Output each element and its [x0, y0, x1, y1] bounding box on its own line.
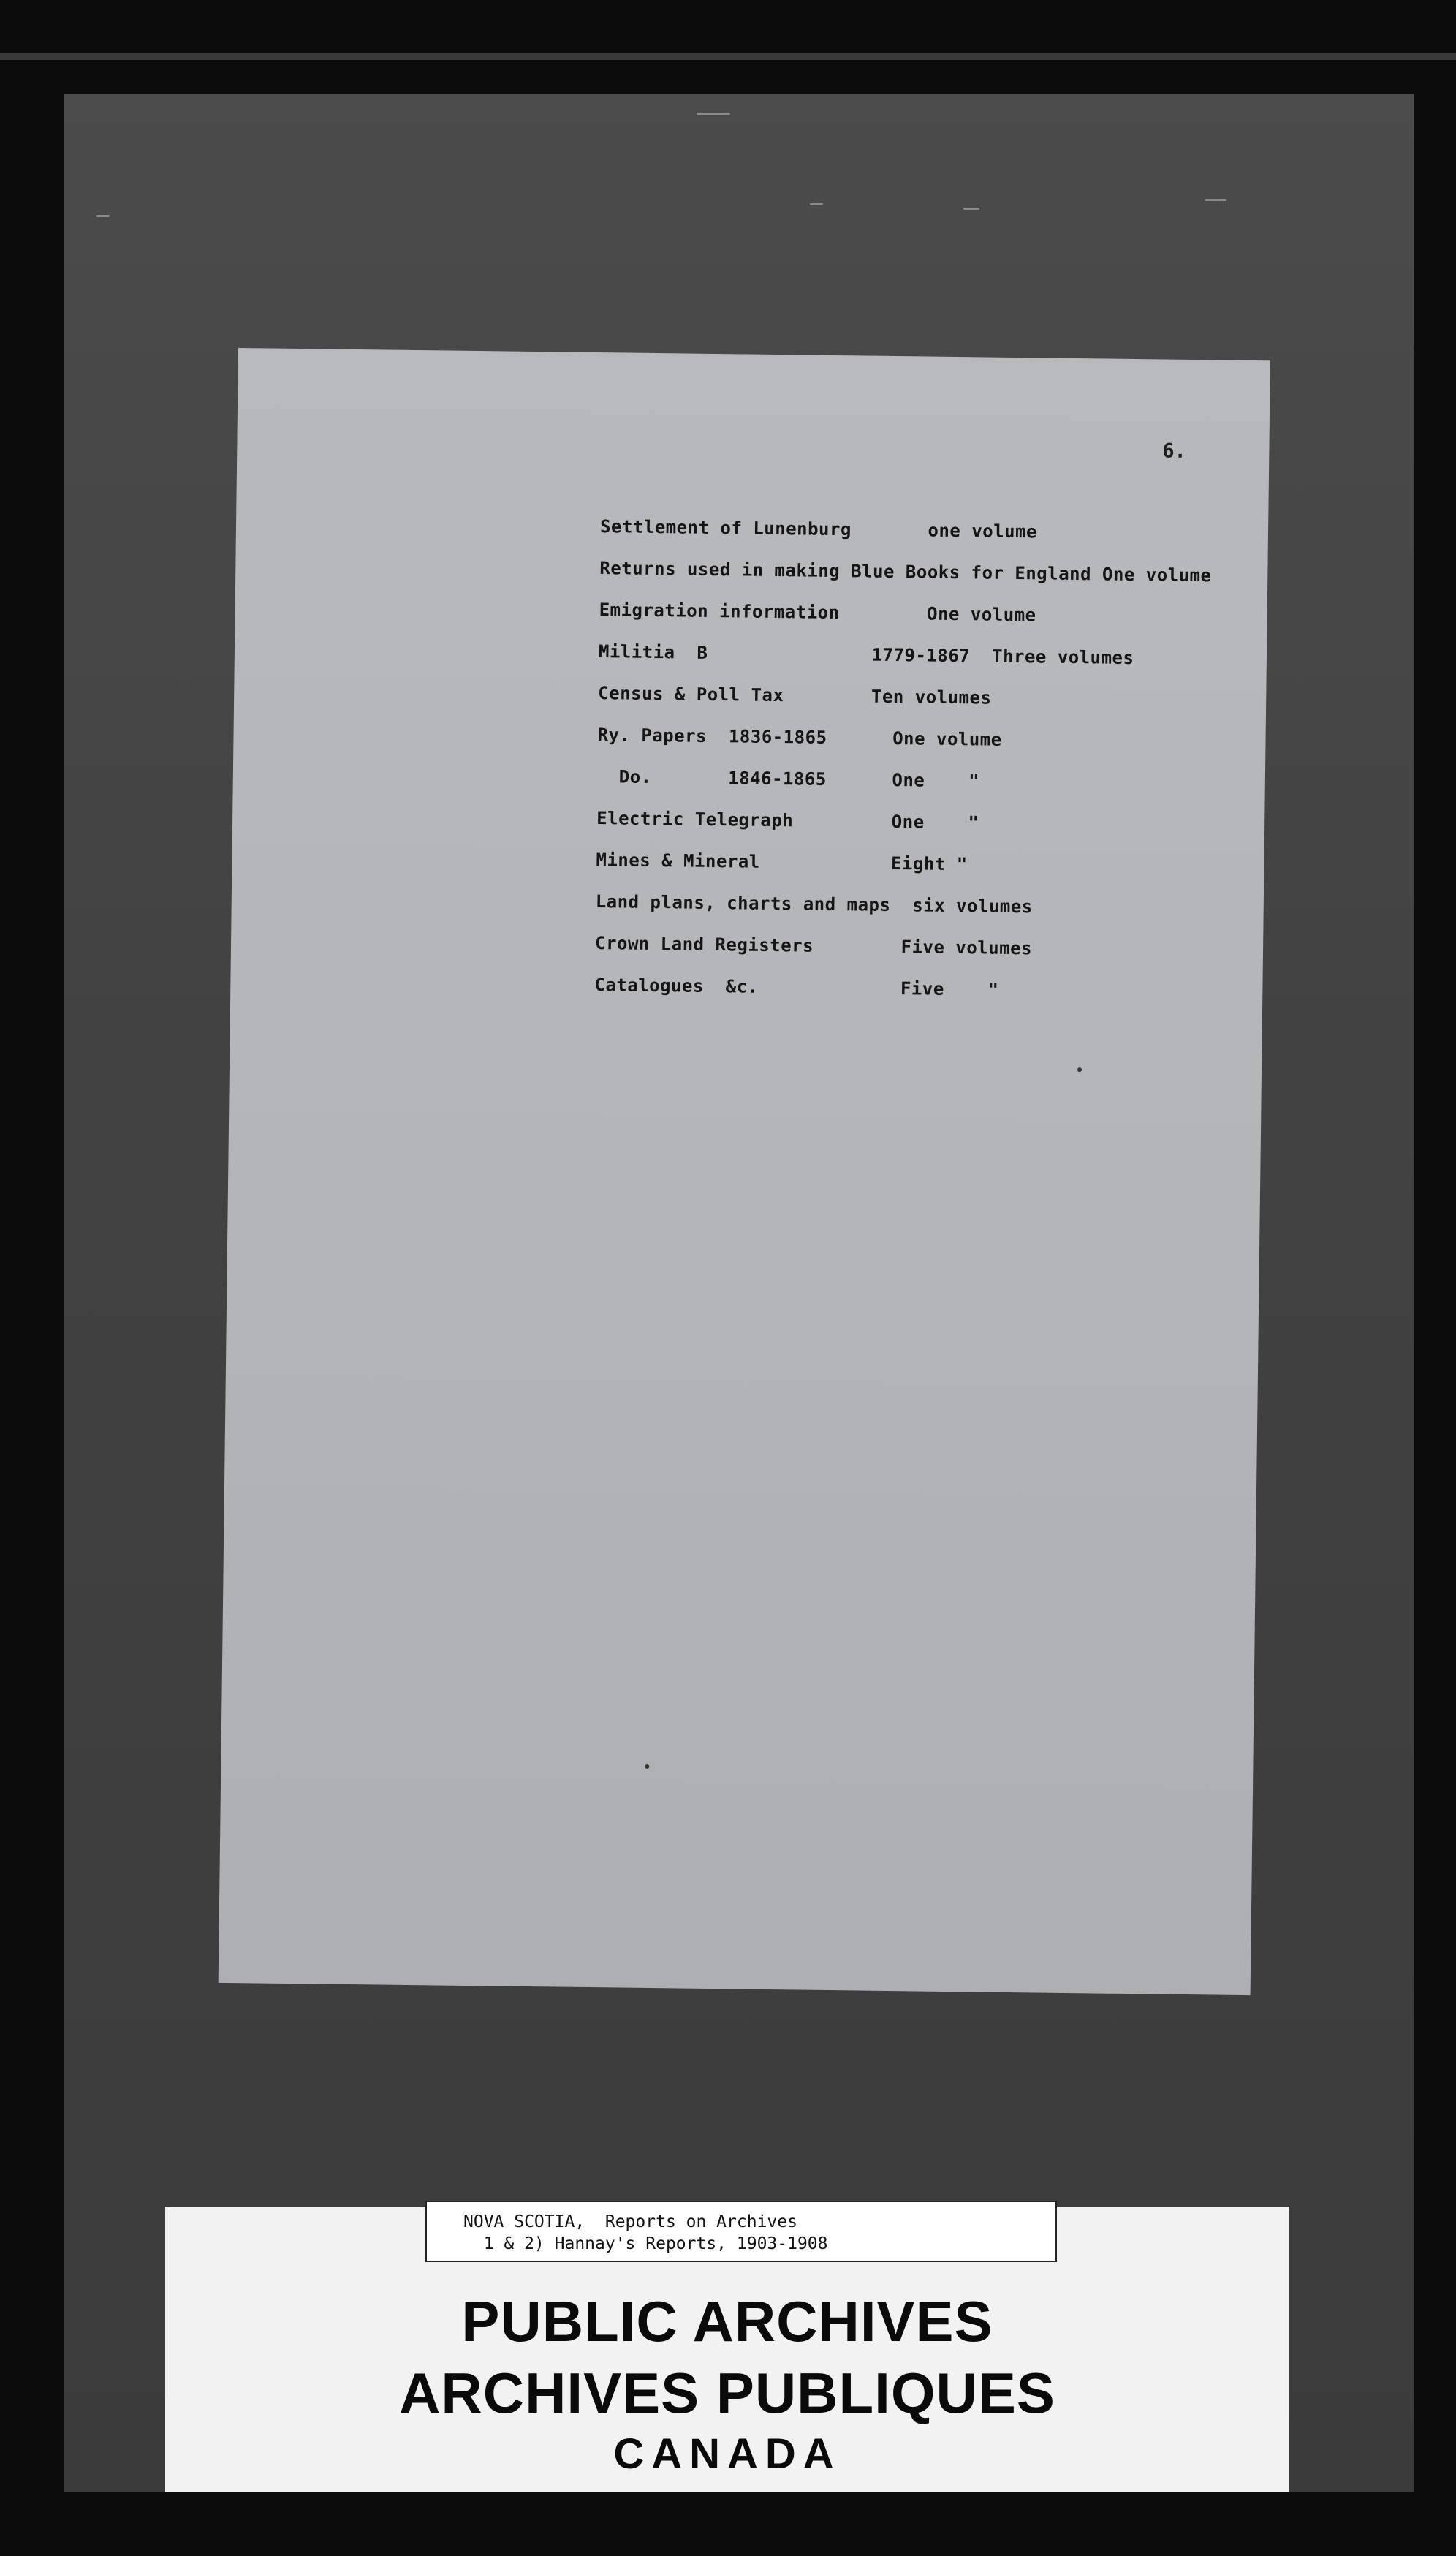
entry-line: Land plans, charts and maps six volumes [595, 891, 1033, 918]
entry-line: Ry. Papers 1836-1865 One volume [597, 725, 1002, 750]
entry-line: Emigration information One volume [599, 600, 1036, 626]
paper-speck [1077, 1067, 1082, 1072]
board-speck [1205, 199, 1226, 201]
entry-line: Electric Telegraph One " [596, 808, 979, 833]
paper-speck [645, 1764, 649, 1769]
entry-line: Do. 1846-1865 One " [596, 766, 980, 792]
board-speck [963, 208, 979, 210]
board-speck [96, 215, 110, 217]
reference-line: NOVA SCOTIA, Reports on Archives [463, 2212, 797, 2231]
film-edge [0, 53, 1456, 60]
page-number: 6. [1162, 439, 1187, 463]
archives-title-english: PUBLIC ARCHIVES [461, 2289, 993, 2353]
reference-label [425, 2201, 1057, 2262]
archives-title-french: ARCHIVES PUBLIQUES [399, 2361, 1055, 2425]
entry-line: Militia B 1779-1867 Three volumes [598, 641, 1134, 669]
entry-line: Settlement of Lunenburg one volume [599, 516, 1038, 542]
board-speck [810, 203, 823, 205]
entry-line: Returns used in making Blue Books for England One volume [599, 558, 1212, 586]
document-page [219, 348, 1270, 1995]
entry-line: Crown Land Registers Five volumes [594, 933, 1033, 959]
entry-line: Mines & Mineral Eight " [596, 850, 968, 875]
entry-line: Census & Poll Tax Ten volumes [598, 683, 992, 708]
entry-line: Catalogues &c. Five " [594, 975, 999, 1000]
reference-line: 1 & 2) Hannay's Reports, 1903-1908 [463, 2234, 828, 2253]
board-speck [697, 113, 730, 115]
archives-country: CANADA [613, 2430, 841, 2478]
